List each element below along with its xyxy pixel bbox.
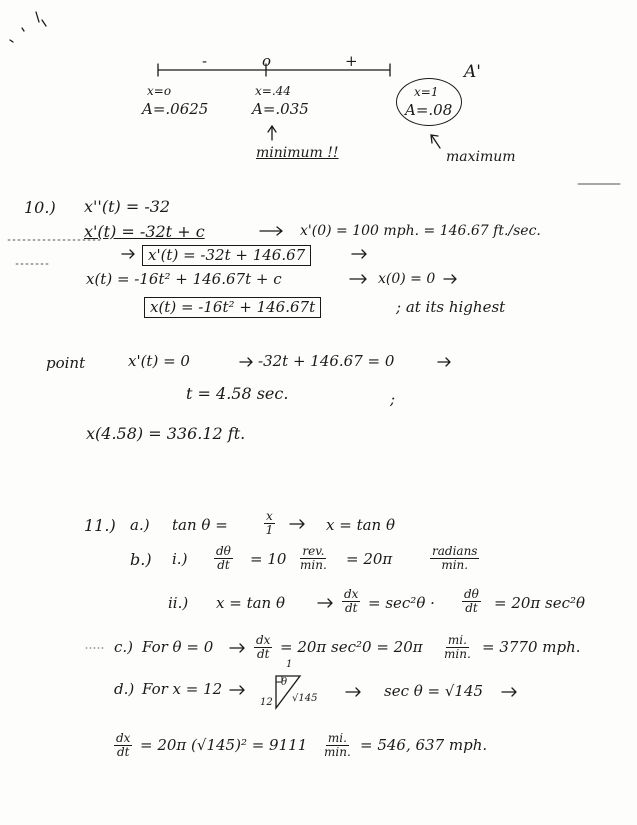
arrow-up-min [268, 126, 276, 140]
highest-note: ; at its highest [396, 298, 506, 316]
problem-10-number: 10.) [24, 198, 56, 217]
frac-num: mi. [327, 731, 347, 745]
frac-dtheta-dt-2 [462, 588, 481, 615]
minimum-label: minimum !! [256, 145, 339, 161]
point-note: point [46, 354, 86, 372]
frac-num: x [266, 509, 273, 523]
part-bi-eq: = 10 [250, 550, 287, 568]
problem-11-number: 11.) [84, 516, 116, 535]
arrow [230, 644, 244, 652]
arrow [346, 688, 360, 696]
part-bii-label: ii.) [168, 594, 189, 612]
eq-velocity-zero: x'(t) = 0 [128, 352, 190, 370]
part-bii-lhs: x = tan θ [216, 594, 285, 612]
frac-num: dx [116, 731, 131, 745]
part-e-mid: = 20π (√145)² = 9111 [140, 736, 308, 754]
frac-mi-min [444, 634, 471, 661]
point-a-2: A=.08 [405, 101, 453, 119]
arrow [122, 250, 134, 258]
part-d-label: d.) [114, 680, 135, 698]
a-prime-label: A' [464, 62, 481, 82]
eq-time-result: t = 4.58 sec. [186, 384, 289, 403]
point-x-1: x=.44 [255, 84, 291, 98]
frac-dx-dt-e [114, 732, 132, 759]
part-c-rhs: = 3770 mph. [482, 638, 581, 656]
frac-mi-min-e [324, 732, 351, 759]
eq-position-general: x(t) = -16t² + 146.67t + c [86, 270, 282, 288]
part-e-rhs: = 546, 637 mph. [360, 736, 488, 754]
frac-den: min. [300, 558, 327, 573]
eq-position-boxed: x(t) = -16t² + 146.67t [144, 297, 321, 318]
point-a-1: A=.035 [252, 100, 309, 118]
frac-dx-dt [342, 588, 360, 615]
frac-den: dt [465, 601, 478, 616]
frac-den: dt [116, 745, 130, 760]
point-x-2: x=1 [414, 85, 439, 99]
eq-velocity-boxed: x'(t) = -32t + 146.67 [142, 245, 311, 266]
frac-radians-min [430, 545, 479, 572]
arrow [444, 275, 456, 283]
triangle-hypotenuse: √145 [292, 693, 318, 704]
triangle-left-label: 12 [260, 697, 273, 708]
frac-num: radians [432, 544, 478, 558]
part-a-rhs: x = tan θ [326, 516, 395, 534]
part-bi-eq2: = 20π [346, 550, 393, 568]
frac-den: dt [217, 558, 230, 573]
part-d-lhs: For x = 12 [142, 680, 223, 698]
triangle-top-label: 1 [286, 659, 293, 670]
part-a-lhs: tan θ = [172, 516, 228, 534]
arrow [260, 227, 282, 235]
frac-num: dθ [216, 544, 231, 558]
eq-second-derivative: x''(t) = -32 [84, 197, 171, 216]
frac-dtheta-dt [214, 545, 233, 572]
part-d-rhs: sec θ = √145 [384, 682, 484, 700]
part-b-label: b.) [130, 550, 152, 569]
frac-den: 1 [265, 523, 274, 538]
arrow [350, 275, 366, 283]
frac-num: dx [344, 587, 359, 601]
part-a-label: a.) [130, 516, 150, 534]
frac-den: dt [256, 647, 270, 662]
sign-zero: o [262, 52, 272, 70]
part-c-lhs: For θ = 0 [142, 638, 214, 656]
eq-velocity-general: x'(t) = -32t + c [84, 222, 205, 241]
arrow [230, 686, 244, 694]
eq-max-height: x(4.58) = 336.12 ft. [86, 424, 246, 443]
arrow [352, 250, 366, 258]
frac-num: mi. [447, 633, 467, 647]
arrow [290, 520, 304, 528]
frac-den: min. [441, 558, 469, 573]
arrow [438, 358, 450, 366]
triangle-theta: θ [281, 677, 288, 688]
part-c-mid: = 20π sec²0 = 20π [280, 638, 423, 656]
arrow [240, 358, 252, 366]
frac-x-over-1 [264, 510, 275, 537]
frac-den: min. [324, 745, 351, 760]
frac-den: min. [444, 647, 471, 662]
sign-positive: + [345, 52, 358, 70]
semicolon: ; [390, 390, 396, 408]
eq-initial-velocity: x'(0) = 100 mph. = 146.67 ft./sec. [300, 223, 541, 239]
point-x-0: x=o [147, 84, 172, 98]
part-bii-mid: = sec²θ · [368, 594, 435, 612]
frac-rev-min [300, 545, 327, 572]
arrow [318, 599, 332, 607]
point-a-0: A=.0625 [142, 100, 209, 118]
frac-num: rev. [302, 544, 325, 558]
arrow-up-max [431, 135, 440, 148]
sign-negative: - [202, 52, 208, 70]
scribble-mark [10, 12, 46, 42]
margin-dashes [8, 240, 100, 264]
eq-solve-t: -32t + 146.67 = 0 [258, 352, 395, 370]
frac-dx-dt-c [254, 634, 272, 661]
frac-num: dx [256, 633, 271, 647]
frac-num: dθ [464, 587, 479, 601]
arrow [502, 688, 516, 696]
part-c-label: c.) [114, 638, 134, 656]
part-bii-rhs: = 20π sec²θ [494, 594, 586, 612]
part-bi-label: i.) [172, 550, 188, 568]
frac-den: dt [344, 601, 358, 616]
eq-initial-position: x(0) = 0 [378, 271, 436, 287]
maximum-label: maximum [446, 149, 516, 165]
